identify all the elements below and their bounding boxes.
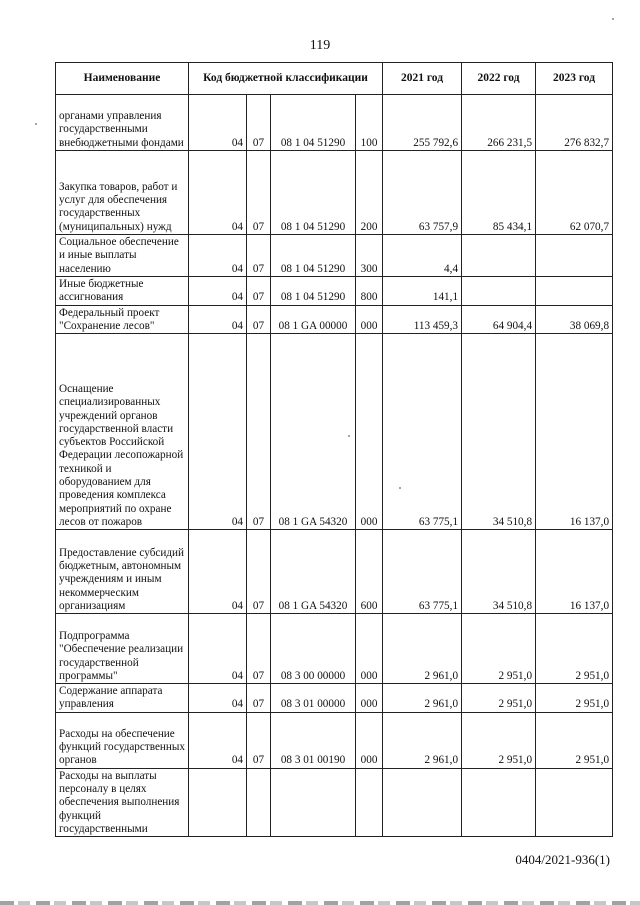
header-2021: 2021 год — [383, 63, 462, 95]
row-subsection: 07 — [247, 614, 271, 684]
row-value-2022 — [462, 235, 536, 277]
row-value-2021: 4,4 — [383, 235, 462, 277]
header-code: Код бюджетной классификации — [189, 63, 383, 95]
row-name: Расходы на обеспечение функций государственных органов — [56, 712, 189, 768]
row-name: органами управления государственными внебюджетными фондами — [56, 95, 189, 151]
page-number: 119 — [309, 38, 331, 53]
row-subsection: 07 — [247, 530, 271, 614]
row-subsection: 07 — [247, 151, 271, 235]
row-value-2022 — [462, 277, 536, 306]
row-expense-type: 200 — [356, 151, 383, 235]
row-value-2023 — [536, 277, 613, 306]
row-expense-type: 000 — [356, 334, 383, 530]
row-name: Иные бюджетные ассигнования — [56, 277, 189, 306]
row-value-2022: 2 951,0 — [462, 614, 536, 684]
table-header-row — [56, 63, 613, 95]
table-row — [56, 684, 613, 713]
row-target-code: 08 1 GA 00000 — [271, 305, 356, 334]
row-expense-type: 100 — [356, 95, 383, 151]
row-target-code: 08 3 01 00000 — [271, 684, 356, 713]
row-section: 04 — [189, 684, 247, 713]
row-section: 04 — [189, 305, 247, 334]
table-row — [56, 95, 613, 151]
row-value-2021: 2 961,0 — [383, 684, 462, 713]
row-value-2023: 62 070,7 — [536, 151, 613, 235]
row-subsection: 07 — [247, 235, 271, 277]
row-expense-type: 800 — [356, 277, 383, 306]
row-subsection: 07 — [247, 334, 271, 530]
row-target-code: 08 1 04 51290 — [271, 277, 356, 306]
row-value-2021: 2 961,0 — [383, 614, 462, 684]
row-target-code: 08 3 01 00190 — [271, 712, 356, 768]
row-section: 04 — [189, 95, 247, 151]
row-section: 04 — [189, 712, 247, 768]
row-expense-type: 000 — [356, 684, 383, 713]
row-target-code: 08 3 00 00000 — [271, 614, 356, 684]
table-row — [56, 151, 613, 235]
scan-speck — [348, 435, 350, 437]
row-value-2022: 34 510,8 — [462, 334, 536, 530]
row-value-2023: 2 951,0 — [536, 712, 613, 768]
row-subsection — [247, 768, 271, 836]
row-name: Подпрограмма "Обеспечение реализации государственной программы" — [56, 614, 189, 684]
header-name: Наименование — [56, 63, 189, 95]
row-value-2021: 113 459,3 — [383, 305, 462, 334]
row-value-2022: 34 510,8 — [462, 530, 536, 614]
row-value-2023: 2 951,0 — [536, 684, 613, 713]
row-value-2023: 16 137,0 — [536, 530, 613, 614]
row-target-code: 08 1 GA 54320 — [271, 530, 356, 614]
row-name: Федеральный проект "Сохранение лесов" — [56, 305, 189, 334]
row-subsection: 07 — [247, 684, 271, 713]
row-section: 04 — [189, 334, 247, 530]
row-expense-type: 000 — [356, 712, 383, 768]
row-value-2021: 63 775,1 — [383, 334, 462, 530]
document-code: 0404/2021-936(1) — [515, 852, 610, 867]
row-name: Содержание аппарата управления — [56, 684, 189, 713]
row-subsection: 07 — [247, 305, 271, 334]
row-subsection: 07 — [247, 712, 271, 768]
row-target-code: 08 1 GA 54320 — [271, 334, 356, 530]
row-target-code — [271, 768, 356, 836]
row-value-2021: 141,1 — [383, 277, 462, 306]
scan-speck — [35, 123, 37, 125]
row-section: 04 — [189, 151, 247, 235]
table-row — [56, 305, 613, 334]
row-target-code: 08 1 04 51290 — [271, 235, 356, 277]
table-row — [56, 712, 613, 768]
row-section: 04 — [189, 530, 247, 614]
scan-speck — [399, 487, 401, 489]
row-value-2023: 38 069,8 — [536, 305, 613, 334]
table-row — [56, 277, 613, 306]
row-value-2021: 2 961,0 — [383, 712, 462, 768]
row-subsection: 07 — [247, 277, 271, 306]
row-value-2022: 85 434,1 — [462, 151, 536, 235]
row-name: Расходы на выплаты персоналу в целях обеспечения выполнения функций государственными — [56, 768, 189, 836]
row-value-2022: 2 951,0 — [462, 684, 536, 713]
table-row — [56, 614, 613, 684]
row-expense-type: 300 — [356, 235, 383, 277]
row-expense-type: 600 — [356, 530, 383, 614]
row-section: 04 — [189, 235, 247, 277]
budget-table — [55, 62, 613, 837]
header-2022: 2022 год — [462, 63, 536, 95]
scan-speck — [612, 18, 614, 20]
table-row — [56, 768, 613, 836]
row-section — [189, 768, 247, 836]
row-expense-type — [356, 768, 383, 836]
row-value-2023: 16 137,0 — [536, 334, 613, 530]
row-value-2023 — [536, 768, 613, 836]
row-value-2023 — [536, 235, 613, 277]
row-section: 04 — [189, 614, 247, 684]
row-target-code: 08 1 04 51290 — [271, 95, 356, 151]
row-name: Предоставление субсидий бюджетным, автономным учреждениям и иным некоммерческим организациям — [56, 530, 189, 614]
row-name: Закупка товаров, работ и услуг для обеспечения государственных (муниципальных) нужд — [56, 151, 189, 235]
table-row — [56, 334, 613, 530]
row-value-2021 — [383, 768, 462, 836]
row-value-2022 — [462, 768, 536, 836]
row-value-2023: 2 951,0 — [536, 614, 613, 684]
row-value-2022: 2 951,0 — [462, 712, 536, 768]
table-row — [56, 530, 613, 614]
row-name: Оснащение специализированных учреждений органов государственной власти субъектов Российской Федерации лесопожарной техникой и оборудованием для проведения комплекса мероприятий по охране лесов от пожаров — [56, 334, 189, 530]
row-value-2021: 63 775,1 — [383, 530, 462, 614]
row-expense-type: 000 — [356, 305, 383, 334]
row-subsection: 07 — [247, 95, 271, 151]
row-name: Социальное обеспечение и иные выплаты населению — [56, 235, 189, 277]
table-row — [56, 235, 613, 277]
scan-edge-artifact — [0, 901, 640, 905]
row-value-2023: 276 832,7 — [536, 95, 613, 151]
header-2023: 2023 год — [536, 63, 613, 95]
row-value-2022: 266 231,5 — [462, 95, 536, 151]
row-target-code: 08 1 04 51290 — [271, 151, 356, 235]
row-value-2021: 63 757,9 — [383, 151, 462, 235]
row-value-2022: 64 904,4 — [462, 305, 536, 334]
row-expense-type: 000 — [356, 614, 383, 684]
row-section: 04 — [189, 277, 247, 306]
row-value-2021: 255 792,6 — [383, 95, 462, 151]
